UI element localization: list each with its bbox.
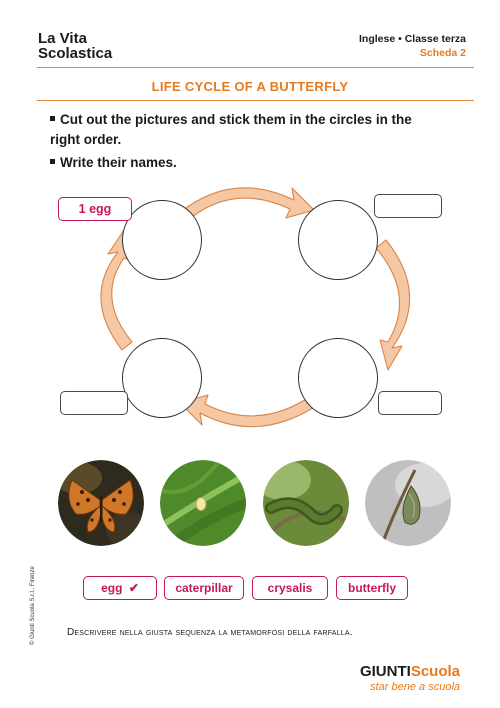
brand-giunti: GIUNTI [359,663,411,680]
cycle-circle-4[interactable] [122,338,202,418]
caterpillar-icon [263,460,349,546]
footer-instruction: Descrivere nella giusta sequenza la metamorfosi della farfalla. [67,627,353,638]
logo-line-2: Scolastica [38,45,113,62]
cycle-label-1: 1 egg [58,197,132,221]
page-title: LIFE CYCLE OF A BUTTERFLY [151,79,349,94]
instruction-1-text: Cut out the pictures and stick them in the circles in the [60,112,412,127]
cycle-label-3[interactable] [378,391,442,415]
instruction-1-cont: right order. [50,132,122,147]
bullet-icon [50,159,55,164]
cycle-circle-3[interactable] [298,338,378,418]
giunti-scuola-logo [360,663,460,680]
egg-photo[interactable] [160,460,246,546]
butterfly-icon [58,460,144,546]
egg-icon [160,460,246,546]
sheet-number: Scheda 2 [419,47,466,59]
check-icon: ✔ [128,581,139,595]
word-caterpillar[interactable]: caterpillar [164,576,244,600]
brand-scuola: Scuola [410,663,460,680]
copyright-text: © Giunti Scuola S.r.l., Firenze [30,566,36,645]
brand-tagline: star bene a scuola [370,681,460,693]
title-divider [37,100,474,101]
header-divider [37,67,474,68]
la-vita-scolastica-logo [38,31,158,65]
bullet-icon [50,116,55,121]
cycle-circle-2[interactable] [298,200,378,280]
caterpillar-photo[interactable] [263,460,349,546]
cycle-label-2[interactable] [374,194,442,218]
chrysalis-icon [365,460,451,546]
word-crysalis[interactable]: crysalis [252,576,328,600]
word-egg-text: egg [101,581,123,595]
chrysalis-photo[interactable] [365,460,451,546]
cycle-label-4[interactable] [60,391,128,415]
word-butterfly[interactable]: butterfly [336,576,408,600]
word-egg[interactable] [83,576,157,600]
instruction-1 [50,110,412,130]
subject-label: Inglese • Classe terza [359,33,466,45]
instruction-2-text: Write their names. [60,155,177,170]
arrow-top-icon [178,188,314,222]
arrow-right-icon [376,240,410,370]
butterfly-photo[interactable] [58,460,144,546]
logo-line-1: La Vita [38,30,87,47]
cycle-circle-1[interactable] [122,200,202,280]
arrow-bottom-icon [180,394,322,427]
